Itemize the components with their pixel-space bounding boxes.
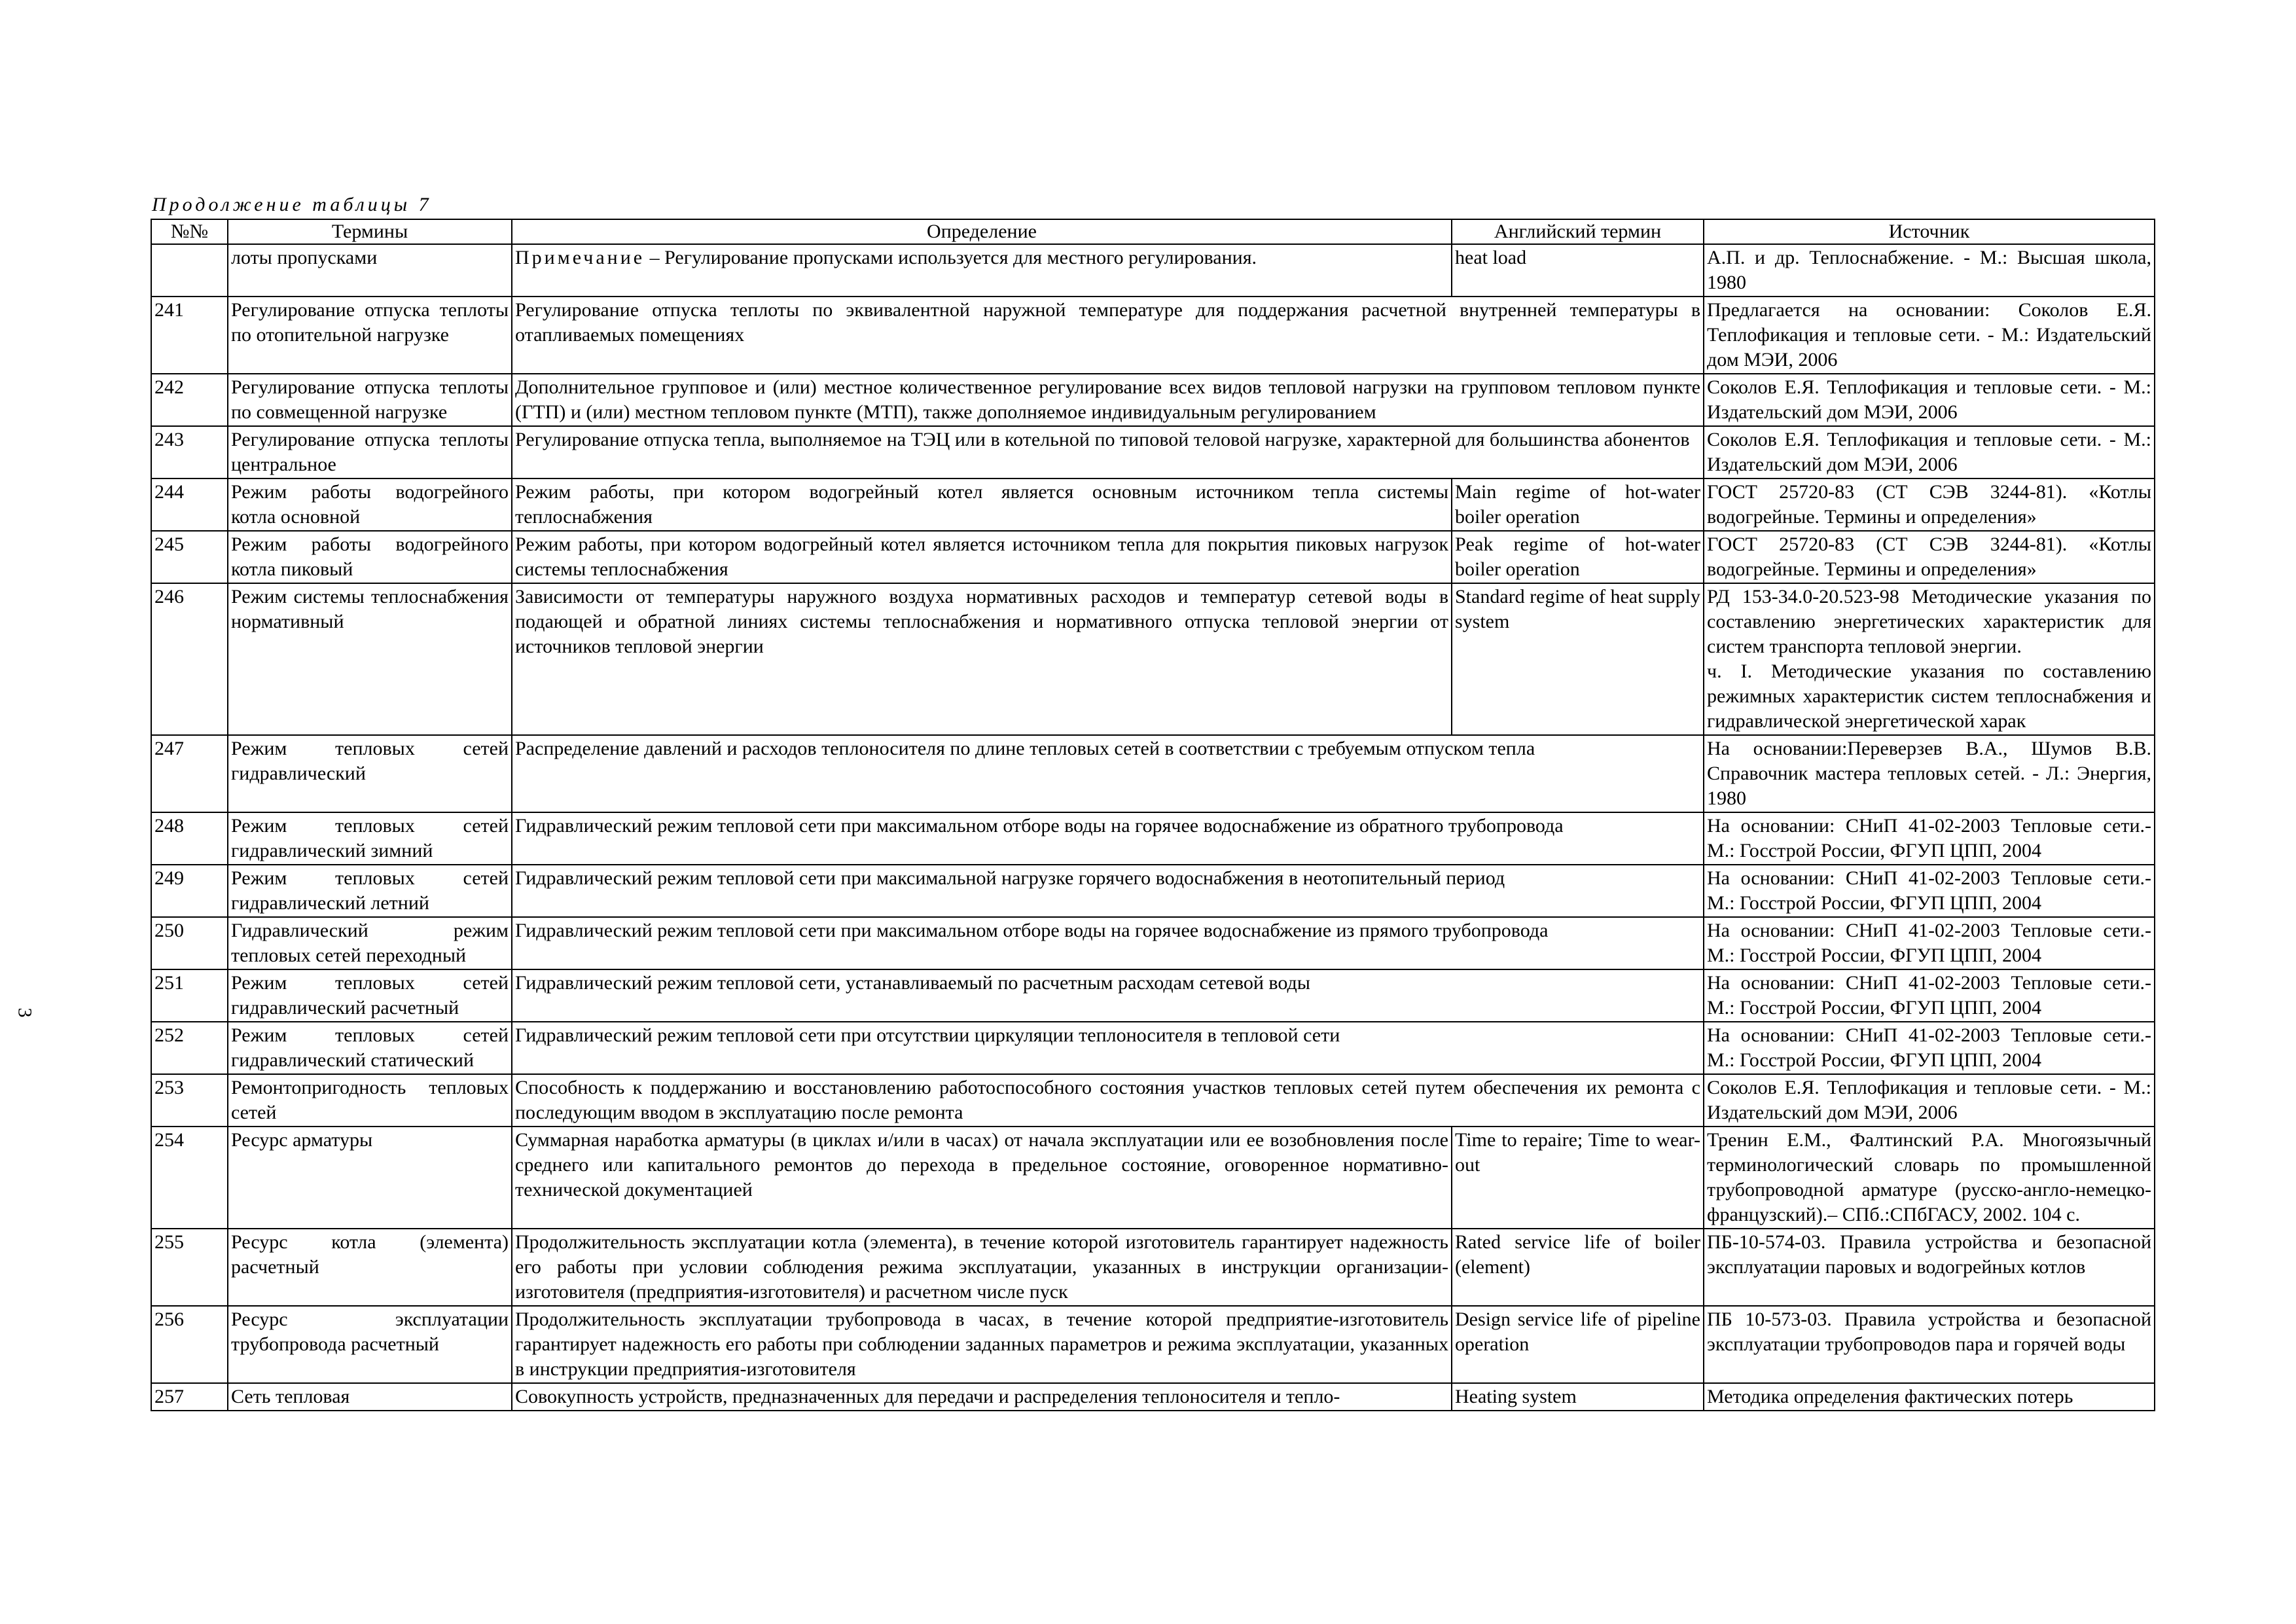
row-term: Режим работы водогрейного котла основной [228,478,512,531]
row-source: ПБ 10-573-03. Правила устройства и безопасной эксплуатации трубопроводов пара и горячей воды [1704,1306,2155,1383]
row-num: 241 [151,297,228,374]
row-english: Rated service life of boiler (element) [1452,1229,1704,1306]
row-english: heat load [1452,244,1704,297]
row-definition: Дополнительное групповое и (или) местное количественное регулирование всех видов тепловой нагрузки на групповом тепловом пункте (ГТП) и (или) местном тепловом пункте (МТП), также дополняемое индивидуальным регулированием [512,374,1704,426]
row-source: Тренин Е.М., Фалтинский Р.А. Многоязычный терминологический словарь по промышленной трубопроводной арматуре (русско-англо-немецко-французский).– СПб.:СПбГАСУ, 2002. 104 с. [1704,1127,2155,1229]
row-source: На основании: СНиП 41-02-2003 Тепловые сети.- М.: Госстрой России, ФГУП ЦПП, 2004 [1704,812,2155,865]
row-num: 252 [151,1022,228,1074]
row-term: Режим работы водогрейного котла пиковый [228,531,512,583]
row-english: Peak regime of hot-water boiler operation [1452,531,1704,583]
row-definition: Гидравлический режим тепловой сети при максимальной нагрузке горячего водоснабжения в неотопительный период [512,865,1704,917]
row-english: Heating system [1452,1383,1704,1411]
row-definition [512,244,1452,297]
source-part-2: ч. I. Методические указания по составлению режимных характеристик систем теплоснабжения и гидравлической энергетической харак [1707,660,2151,732]
table-row [151,478,2155,531]
note-label: Примечание [515,247,645,268]
row-definition: Регулирование отпуска тепла, выполняемое на ТЭЦ или в котельной по типовой теловой нагрузке, характерной для большинства абонентов [512,426,1704,478]
row-num: 242 [151,374,228,426]
table-row [151,1074,2155,1127]
row-num: 248 [151,812,228,865]
row-source: Методика определения фактических потерь [1704,1383,2155,1411]
header-num: №№ [151,219,228,244]
row-source [1704,583,2155,735]
table-row [151,865,2155,917]
table-row [151,244,2155,297]
row-source: На основании:Переверзев В.А., Шумов В.В. Справочник мастера тепловых сетей. - Л.: Энергия, 1980 [1704,735,2155,812]
row-term: Режим тепловых сетей гидравлический зимний [228,812,512,865]
row-definition: Совокупность устройств, предназначенных для передачи и распределения теплоносителя и тепло- [512,1383,1452,1411]
row-term: Режим тепловых сетей гидравлический [228,735,512,812]
table-caption: Продолжение таблицы 7 [152,194,432,215]
row-source: Предлагается на основании: Соколов Е.Я. Теплофикация и тепловые сети. - М.: Издательский дом МЭИ, 2006 [1704,297,2155,374]
row-definition: Гидравлический режим тепловой сети, устанавливаемый по расчетным расходам сетевой воды [512,969,1704,1022]
table-row [151,735,2155,812]
header-term: Термины [228,219,512,244]
row-num: 256 [151,1306,228,1383]
row-term: Режим тепловых сетей гидравлический статический [228,1022,512,1074]
row-source: ГОСТ 25720-83 (СТ СЭВ 3244-81). «Котлы водогрейные. Термины и определения» [1704,478,2155,531]
table-row [151,426,2155,478]
row-source: Соколов Е.Я. Теплофикация и тепловые сети. - М.: Издательский дом МЭИ, 2006 [1704,1074,2155,1127]
row-definition: Зависимости от температуры наружного воздуха нормативных расходов и температур сетевой воды в подающей и обратной линиях системы теплоснабжения и нормативного отпуска тепловой энергии от источников тепловой энергии [512,583,1452,735]
table-row [151,374,2155,426]
row-term: Ресурс арматуры [228,1127,512,1229]
table-row [151,297,2155,374]
row-source: Соколов Е.Я. Теплофикация и тепловые сети. - М.: Издательский дом МЭИ, 2006 [1704,374,2155,426]
row-english: Design service life of pipeline operation [1452,1306,1704,1383]
row-definition: Продолжительность эксплуатации котла (элемента), в течение которой изготовитель гарантирует надежность его работы при условии соблюдения режима эксплуатации, указанных в инструкции организации-изготовителя (предприятия-изготовителя) и расчетном числе пуск [512,1229,1452,1306]
row-num: 250 [151,917,228,969]
row-num: 257 [151,1383,228,1411]
row-definition: Распределение давлений и расходов теплоносителя по длине тепловых сетей в соответствии с требуемым отпуском тепла [512,735,1704,812]
row-term: Регулирование отпуска теплоты центральное [228,426,512,478]
row-definition: Продолжительность эксплуатации трубопровода в часах, в течение которой предприятие-изготовитель гарантирует надежность его работы при соблюдении заданных параметров и режима эксплуатации, указанных в инструкции предприятия-изготовителя [512,1306,1452,1383]
header-source: Источник [1704,219,2155,244]
row-definition: Режим работы, при котором водогрейный котел является основным источником тепла системы теплоснабжения [512,478,1452,531]
row-term: Ремонтопригодность тепловых сетей [228,1074,512,1127]
row-definition: Гидравлический режим тепловой сети при максимальном отборе воды на горячее водоснабжение из обратного трубопровода [512,812,1704,865]
row-num: 247 [151,735,228,812]
row-english: Standard regime of heat supply system [1452,583,1704,735]
page-number: 3 [14,1007,36,1018]
table-row [151,1229,2155,1306]
row-term: Ресурс эксплуатации трубопровода расчетный [228,1306,512,1383]
row-definition: Регулирование отпуска теплоты по эквивалентной наружной температуре для поддержания расчетной внутренней температуры в отапливаемых помещениях [512,297,1704,374]
table-row [151,1383,2155,1411]
row-num: 255 [151,1229,228,1306]
terms-table [151,219,2155,1411]
row-term: Регулирование отпуска теплоты по отопительной нагрузке [228,297,512,374]
table-row [151,812,2155,865]
row-source: На основании: СНиП 41-02-2003 Тепловые сети.- М.: Госстрой России, ФГУП ЦПП, 2004 [1704,865,2155,917]
table-row [151,1306,2155,1383]
row-term: Ресурс котла (элемента) расчетный [228,1229,512,1306]
row-term: Регулирование отпуска теплоты по совмещенной нагрузке [228,374,512,426]
table-row [151,583,2155,735]
header-definition: Определение [512,219,1452,244]
row-source: На основании: СНиП 41-02-2003 Тепловые сети.- М.: Госстрой России, ФГУП ЦПП, 2004 [1704,1022,2155,1074]
row-source: Соколов Е.Я. Теплофикация и тепловые сети. - М.: Издательский дом МЭИ, 2006 [1704,426,2155,478]
row-term: лоты пропусками [228,244,512,297]
header-english: Английский термин [1452,219,1704,244]
note-text: – Регулирование пропусками используется для местного регулирования. [645,247,1257,268]
row-term: Режим тепловых сетей гидравлический летний [228,865,512,917]
row-source: На основании: СНиП 41-02-2003 Тепловые сети.- М.: Госстрой России, ФГУП ЦПП, 2004 [1704,917,2155,969]
row-num: 254 [151,1127,228,1229]
row-num [151,244,228,297]
row-term: Режим системы теплоснабжения нормативный [228,583,512,735]
row-num: 246 [151,583,228,735]
row-definition: Гидравлический режим тепловой сети при максимальном отборе воды на горячее водоснабжение из прямого трубопровода [512,917,1704,969]
table-row [151,917,2155,969]
table-row [151,531,2155,583]
row-num: 244 [151,478,228,531]
row-num: 253 [151,1074,228,1127]
row-num: 245 [151,531,228,583]
row-source: ПБ-10-574-03. Правила устройства и безопасной эксплуатации паровых и водогрейных котлов [1704,1229,2155,1306]
table-row [151,1022,2155,1074]
row-num: 251 [151,969,228,1022]
row-term: Гидравлический режим тепловых сетей переходный [228,917,512,969]
row-english: Time to repaire; Time to wear-out [1452,1127,1704,1229]
source-part-1: РД 153-34.0-20.523-98 Методические указания по составлению энергетических характеристик для систем транспорта тепловой энергии. [1707,586,2151,657]
row-definition: Способность к поддержанию и восстановлению работоспособного состояния участков тепловых сетей путем обеспечения их ремонта с последующим вводом в эксплуатацию после ремонта [512,1074,1704,1127]
table-header-row [151,219,2155,244]
row-term: Режим тепловых сетей гидравлический расчетный [228,969,512,1022]
row-english: Main regime of hot-water boiler operation [1452,478,1704,531]
table-row [151,1127,2155,1229]
row-num: 243 [151,426,228,478]
row-source: ГОСТ 25720-83 (СТ СЭВ 3244-81). «Котлы водогрейные. Термины и определения» [1704,531,2155,583]
row-source: На основании: СНиП 41-02-2003 Тепловые сети.- М.: Госстрой России, ФГУП ЦПП, 2004 [1704,969,2155,1022]
row-definition: Гидравлический режим тепловой сети при отсутствии циркуляции теплоносителя в тепловой сети [512,1022,1704,1074]
row-source: А.П. и др. Теплоснабжение. - М.: Высшая школа, 1980 [1704,244,2155,297]
row-term: Сеть тепловая [228,1383,512,1411]
row-definition: Суммарная наработка арматуры (в циклах и/или в часах) от начала эксплуатации или ее возобновления после среднего или капитального ремонтов до перехода в предельное состояние, оговоренное нормативно-технической документацией [512,1127,1452,1229]
row-definition: Режим работы, при котором водогрейный котел является источником тепла для покрытия пиковых нагрузок системы теплоснабжения [512,531,1452,583]
table-row [151,969,2155,1022]
row-num: 249 [151,865,228,917]
